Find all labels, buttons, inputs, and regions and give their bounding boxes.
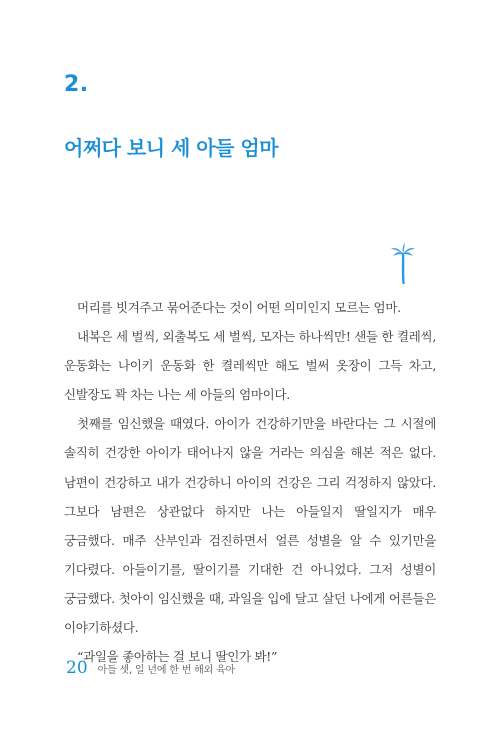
chapter-title: 어쩌다 보니 세 아들 엄마	[64, 136, 279, 160]
paragraph: “과일을 좋아하는 걸 보니 딸인가 봐!”	[77, 649, 278, 665]
body-text	[64, 293, 436, 671]
chapter-number: 2.	[64, 72, 89, 97]
page-footer	[66, 658, 235, 678]
palm-tree-icon	[388, 242, 418, 284]
paragraph: 머리를 빗겨주고 묶어준다는 것이 어떤 의미인지 모르는 엄마.	[77, 300, 401, 315]
paragraph: 첫째를 임신했을 때였다. 아이가 건강하기만을 바란다는 그 시절에 솔직히 건강한 아이가 태어나지 않을 거라는 의심을 해본 적은 없다. 남편이 건강하고 내가 건강하니 아이의 건강은 그리 걱정하지 않았다. 그보다 남편은 상관없다 하지만 나는 아들일지 딸일지가 매우 궁금했다. 매주 산부인과 검진하면서 얼른 성별을 알 수 있기만을 기다렸다. 아들이기를, 딸이기를 기대한 건 아니었다. 그저 성별이 궁금했다. 첫아이 임신했을 때, 과일을 입에 달고 살던 나에게 어른들은 이야기하셨다.	[64, 416, 436, 636]
page-number: 20	[66, 658, 88, 678]
running-title: 아들 셋, 일 년에 한 번 해외 육아	[97, 665, 235, 676]
paragraph: 내복은 세 벌씩, 외출복도 세 벌씩, 모자는 하나씩만! 샌들 한 켤레씩, 운동화는 나이키 운동화 한 켤레씩만 해도 벌써 옷장이 그득 차고, 신발장도 꽉 차는 나는 세 아들의 엄마이다.	[64, 329, 436, 403]
